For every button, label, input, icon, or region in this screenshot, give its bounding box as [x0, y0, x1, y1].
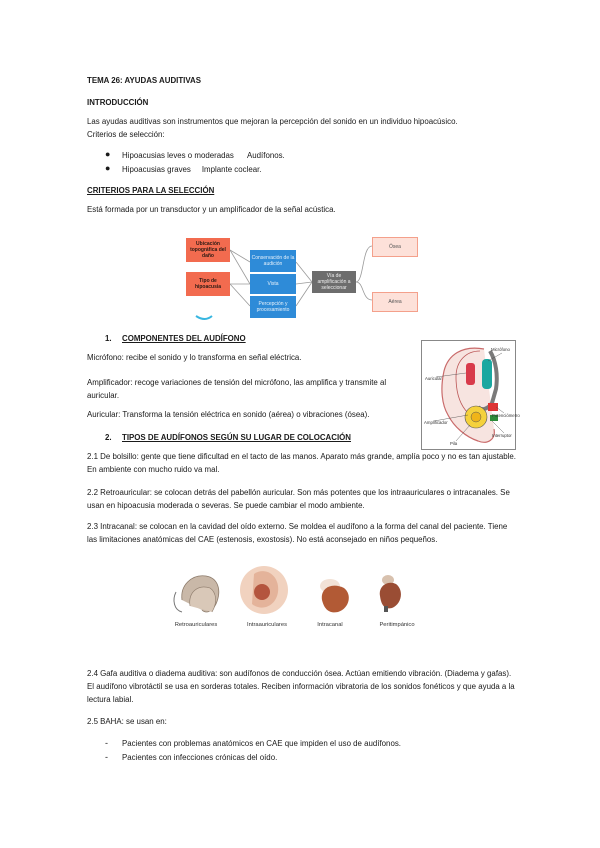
paragraph-2-5-heading: 2.5 BAHA: se usan en: — [87, 717, 167, 726]
intro-paragraph: Las ayudas auditivas son instrumentos que mejoran la percepción del sonido en un individuo hipoacúsico. Criterios de selección: — [87, 117, 458, 139]
component-amplificador: Amplificador: recoge variaciones de tensión del micrófono, las amplifica y transmite al auricular. — [87, 378, 387, 400]
paragraph-2-3: 2.3 Intracanal: se colocan en la cavidad del oído externo. Se moldea el audífono a la forma del canal del paciente. Tiene las limitaciones anatómicas del CAE (estenosis, exostosis). No está aconsejado en niños pequeños. — [87, 522, 508, 544]
intro-heading: INTRODUCCIÓN — [87, 98, 149, 107]
section2-number: 2. — [105, 433, 112, 442]
criterios-heading: CRITERIOS PARA LA SELECCIÓN — [87, 186, 215, 195]
ear-label: Amplificador — [424, 420, 448, 425]
ear-label: Auricular — [425, 376, 442, 381]
section2-heading: TIPOS DE AUDÍFONOS SEGÚN SU LUGAR DE COLOCACIÓN — [122, 433, 351, 442]
image-caption: Peritimpánico — [379, 622, 415, 628]
criterios-paragraph: Está formada por un transductor y un amplificador de la señal acústica. — [87, 205, 336, 214]
diagram-box-ubicacion: Ubicación topográfica del daño — [186, 238, 230, 262]
paragraph-2-2: 2.2 Retroauricular: se colocan detrás del pabellón auricular. Son más potentes que los intraauriculares o intracanales. Se usan en hipoacusia moderada o severas. Se puede cambiar el modo ambiente. — [87, 488, 510, 510]
page-title: TEMA 26: AYUDAS AUDITIVAS — [87, 76, 201, 85]
bullet-icon: ● — [105, 163, 111, 173]
component-microfono: Micrófono: recibe el sonido y lo transforma en señal eléctrica. — [87, 353, 302, 362]
section1-number: 1. — [105, 334, 112, 343]
bullet-icon: ● — [105, 149, 111, 159]
paragraph-2-4: 2.4 Gafa auditiva o diadema auditiva: son audífonos de conducción ósea. Actúan emitiendo vibración. (Diadema y gafas). El audífono vibrotáctil se usa en sorderas totales. Reciben información vibratoria de los sonidos fonéticos y que ayuda a la lectura labial. — [87, 669, 515, 704]
image-caption: Intracanal — [317, 622, 343, 628]
ear-label: Pila — [450, 441, 458, 446]
section1-heading: COMPONENTES DEL AUDÍFONO — [122, 334, 246, 343]
diagram-box-osea: Ósea — [372, 237, 418, 257]
dash-icon: - — [105, 738, 108, 748]
diagram-box-percepcion: Percepción y procesamiento — [250, 296, 296, 318]
diagram-box-aerea: Aérea — [372, 292, 418, 312]
diagram-box-vista: Vista — [250, 274, 296, 294]
ear-label: Potenciómetro — [492, 413, 520, 418]
diagram-box-tipo: Tipo de hipoacusia — [186, 272, 230, 296]
diagram-box-conservacion: Conservación de la audición — [250, 250, 296, 272]
diagram-box-via: Vía de amplificación a seleccionar — [312, 271, 356, 293]
component-auricular: Auricular: Transforma la tensión eléctrica en sonido (aérea) o vibraciones (ósea). — [87, 410, 370, 419]
image-caption: Intraauriculares — [247, 622, 287, 628]
ear-label: Micrófono — [491, 347, 510, 352]
ear-label: Interruptor — [492, 433, 512, 438]
dash-icon: - — [105, 752, 108, 762]
paragraph-2-1: 2.1 De bolsillo: gente que tiene dificultad en el tacto de las manos. Aparato más grande, amplía poco y no es tan ajustable. En ambiente con mucho ruido va mal. — [87, 452, 516, 474]
image-caption: Retroauriculares — [174, 622, 218, 628]
